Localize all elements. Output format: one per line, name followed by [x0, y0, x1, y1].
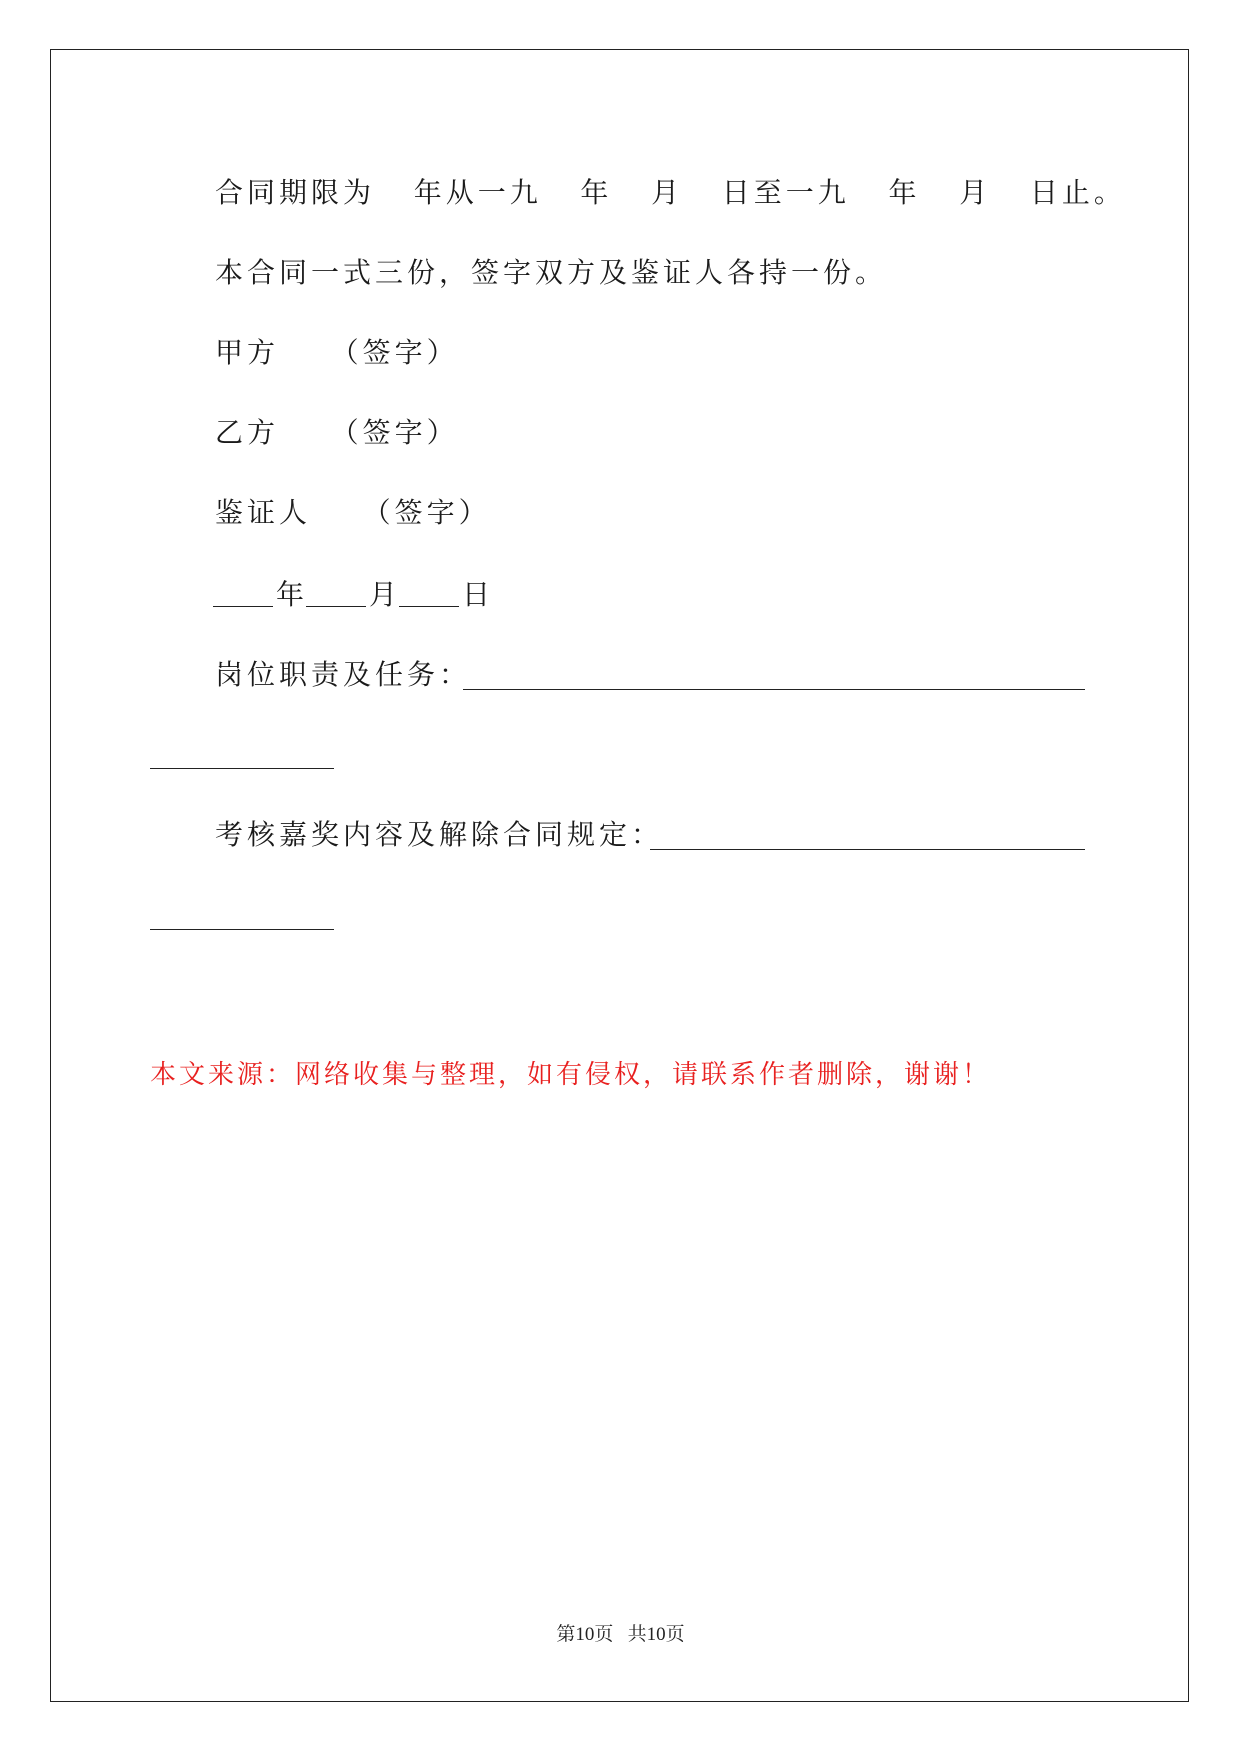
duties-label: 岗位职责及任务：	[215, 658, 472, 691]
page-border	[50, 49, 1189, 1702]
assessment-blank-line-1	[650, 849, 1085, 850]
date-day-label: 日	[462, 578, 495, 611]
assessment-blank-line-2	[150, 929, 334, 930]
page-number-footer: 第10页 共10页	[556, 1624, 685, 1645]
contract-copies-line: 本合同一式三份，签字双方及鉴证人各持一份。	[215, 256, 888, 289]
assessment-label: 考核嘉奖内容及解除合同规定：	[215, 818, 664, 851]
month-blank	[306, 606, 366, 607]
duties-blank-line-1	[463, 689, 1085, 690]
witness-signature: 鉴证人 （签字）	[215, 496, 491, 529]
date-month-label: 月	[369, 578, 402, 611]
day-blank	[399, 606, 459, 607]
year-blank	[213, 606, 273, 607]
source-notice: 本文来源：网络收集与整理，如有侵权，请联系作者删除，谢谢！	[150, 1060, 992, 1090]
duties-blank-line-2	[150, 768, 334, 769]
date-year-label: 年	[276, 578, 309, 611]
contract-term-line: 合同期限为 年从一九 年 月 日至一九 年 月 日止。	[215, 176, 1126, 209]
party-b-signature: 乙方 （签字）	[215, 416, 459, 449]
party-a-signature: 甲方 （签字）	[215, 336, 459, 369]
